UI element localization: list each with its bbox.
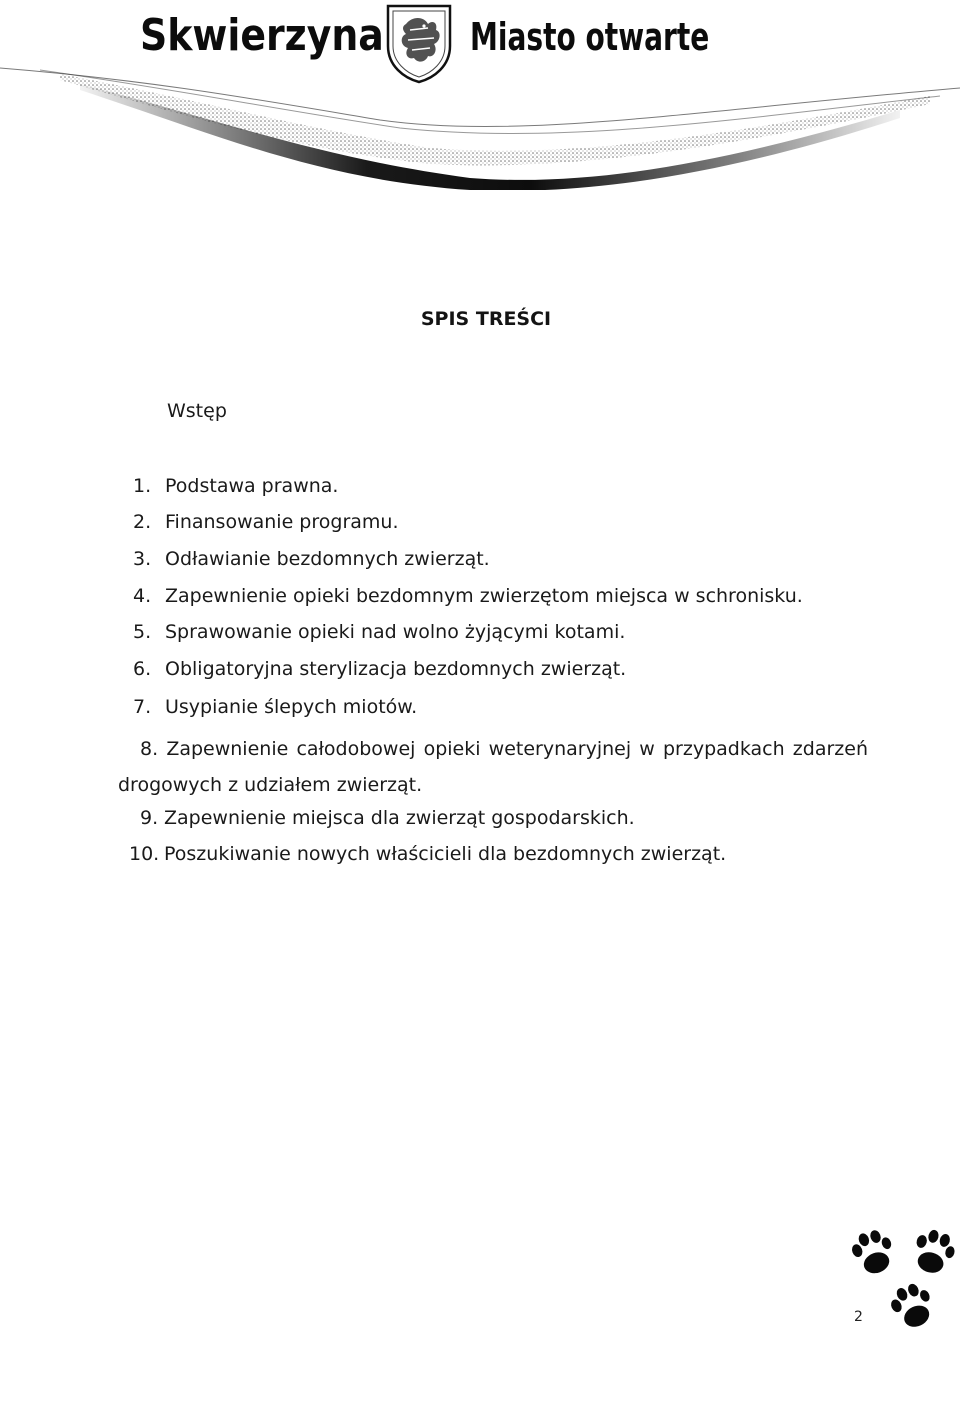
list-item	[133, 475, 338, 497]
page-header	[0, 0, 960, 200]
list-item	[133, 696, 417, 718]
list-item-number: 10.	[129, 843, 160, 865]
list-item	[133, 585, 803, 607]
paw-prints-icon	[840, 1215, 960, 1365]
list-item-text: Obligatoryjna sterylizacja bezdomnych zwierząt.	[165, 658, 627, 680]
list-item-text: Odławianie bezdomnych zwierząt.	[165, 548, 490, 570]
list-item-text: Finansowanie programu.	[165, 511, 399, 533]
brand-slogan: Miasto otwarte	[470, 15, 710, 59]
page-title: SPIS TREŚCI	[420, 308, 552, 330]
list-item-text: Zapewnienie opieki bezdomnym zwierzętom miejsca w schronisku.	[165, 585, 803, 607]
list-item-text: Poszukiwanie nowych właścicieli dla bezdomnych zwierząt.	[164, 843, 727, 865]
list-item-number: 1.	[133, 475, 152, 497]
list-item	[129, 843, 726, 865]
list-item-text: Usypianie ślepych miotów.	[165, 696, 418, 718]
list-item-text: Zapewnienie całodobowej opieki weterynaryjnej w przypadkach zdarzeń drogowych z udziałem zwierząt.	[118, 738, 868, 796]
toc-intro: Wstęp	[167, 400, 227, 422]
list-item	[133, 511, 399, 533]
list-item	[133, 658, 626, 680]
list-item-number: 9.	[140, 807, 159, 829]
header-swoosh-decoration	[0, 40, 960, 190]
list-item-number: 8.	[140, 738, 159, 760]
list-item-number: 4.	[133, 585, 152, 607]
list-item-number: 3.	[133, 548, 152, 570]
list-item	[140, 807, 635, 829]
list-item-number: 5.	[133, 621, 152, 643]
list-item	[133, 621, 625, 643]
list-item-number: 6.	[133, 658, 152, 680]
list-item-number: 2.	[133, 511, 152, 533]
page-number: 2	[854, 1309, 863, 1325]
city-crest-icon	[384, 2, 454, 84]
brand-name: Skwierzyna	[140, 10, 384, 61]
list-item	[118, 731, 868, 803]
list-item-text: Podstawa prawna.	[165, 475, 339, 497]
list-item-text: Zapewnienie miejsca dla zwierząt gospodarskich.	[164, 807, 635, 829]
list-item-text: Sprawowanie opieki nad wolno żyjącymi kotami.	[165, 621, 626, 643]
list-item	[133, 548, 490, 570]
list-item-number: 7.	[133, 696, 152, 718]
